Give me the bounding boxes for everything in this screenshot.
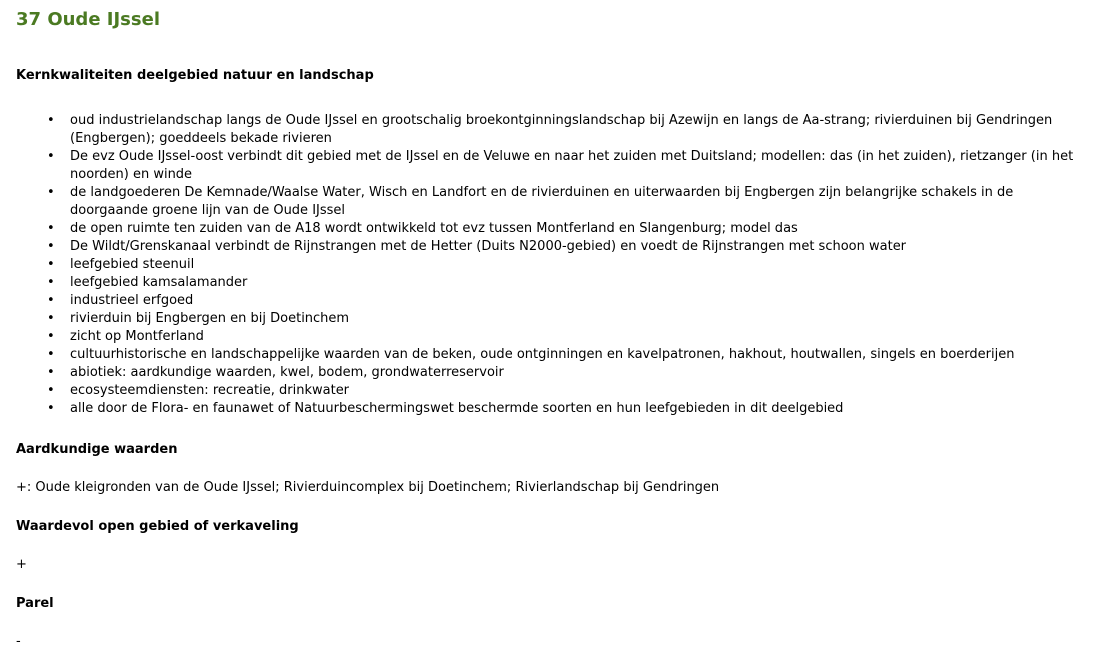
section-heading-parel: Parel <box>16 596 54 611</box>
list-item: • cultuurhistorische en landschappelijke waarden van de beken, oude ontginningen en kavelpatronen, hakhout, houtwallen, singels en boerderijen <box>70 346 1082 364</box>
waardevol-open-gebied-body: + <box>16 557 27 572</box>
list-item: • zicht op Montferland <box>70 328 1082 346</box>
section-heading-waardevol-open-gebied: Waardevol open gebied of verkaveling <box>16 519 299 534</box>
kernkwaliteiten-bullet-list <box>16 112 1082 418</box>
section-heading-kernkwaliteiten: Kernkwaliteiten deelgebied natuur en landschap <box>16 68 374 83</box>
list-item: • De evz Oude IJssel-oost verbindt dit gebied met de IJssel en de Veluwe en naar het zuiden met Duitsland; modellen: das (in het zuiden), rietzanger (in het noorden) en winde <box>70 148 1082 184</box>
list-item: • leefgebied kamsalamander <box>70 274 1082 292</box>
section-heading-aardkundige-waarden: Aardkundige waarden <box>16 442 178 457</box>
list-item: • industrieel erfgoed <box>70 292 1082 310</box>
list-item: • leefgebied steenuil <box>70 256 1082 274</box>
list-item: • de open ruimte ten zuiden van de A18 wordt ontwikkeld tot evz tussen Montferland en Slangenburg; model das <box>70 220 1082 238</box>
list-item: • de landgoederen De Kemnade/Waalse Water, Wisch en Landfort en de rivierduinen en uiterwaarden bij Engbergen zijn belangrijke schakels in de doorgaande groene lijn van de Oude IJssel <box>70 184 1082 220</box>
aardkundige-waarden-body: +: Oude kleigronden van de Oude IJssel; Rivierduincomplex bij Doetinchem; Rivierlandschap bij Gendringen <box>16 480 720 495</box>
list-item: • De Wildt/Grenskanaal verbindt de Rijnstrangen met de Hetter (Duits N2000-gebied) en voedt de Rijnstrangen met schoon water <box>70 238 1082 256</box>
list-item: • ecosysteemdiensten: recreatie, drinkwater <box>70 382 1082 400</box>
page-title: 37 Oude IJssel <box>16 9 160 30</box>
list-item: • oud industrielandschap langs de Oude IJssel en grootschalig broekontginningslandschap bij Azewijn en langs de Aa-strang; rivierduinen bij Gendringen (Engbergen); goeddeels bekade rivieren <box>70 112 1082 148</box>
parel-body: - <box>16 634 21 649</box>
list-item: • alle door de Flora- en faunawet of Natuurbeschermingswet beschermde soorten en hun leefgebieden in dit deelgebied <box>70 400 1082 418</box>
list-item: • rivierduin bij Engbergen en bij Doetinchem <box>70 310 1082 328</box>
list-item: • abiotiek: aardkundige waarden, kwel, bodem, grondwaterreservoir <box>70 364 1082 382</box>
